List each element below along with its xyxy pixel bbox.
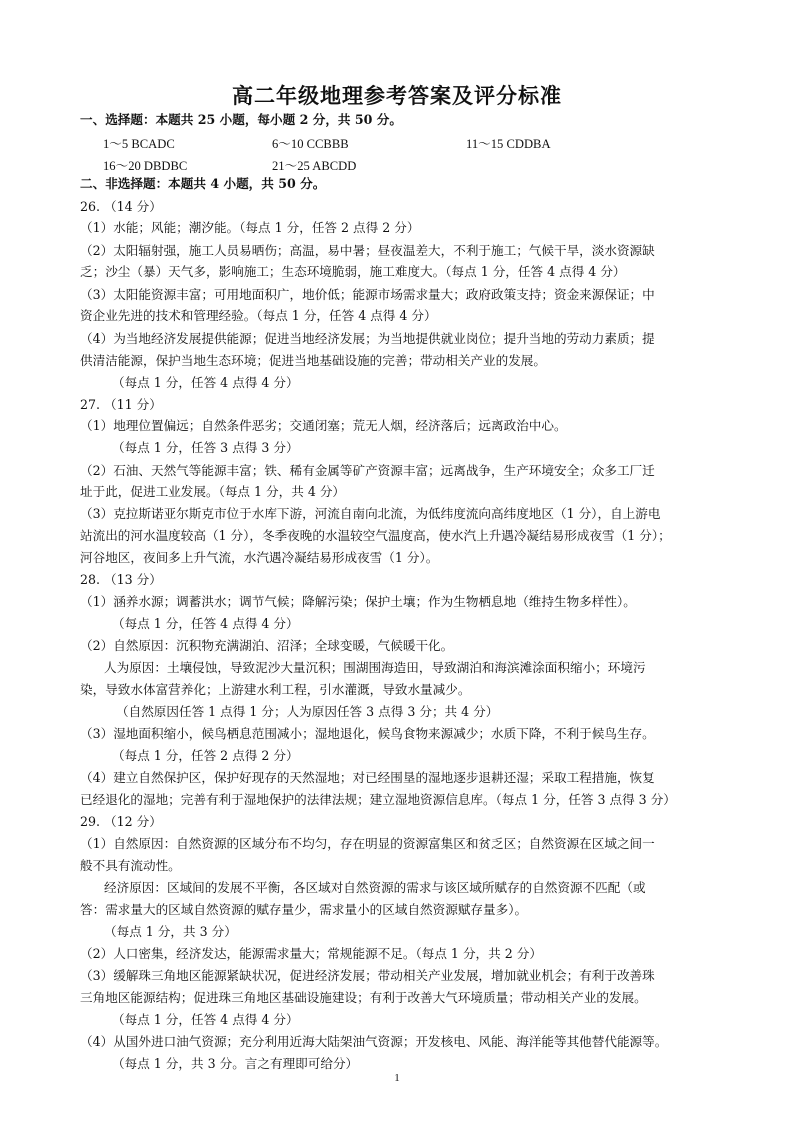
q26-part2-line2: 乏；沙尘（暴）天气多，影响施工；生态环境脆弱，施工难度大。（每点 1 分，任答 4 点得 4 分）: [80, 264, 626, 279]
answer-group-1: 1～5 BCADC: [103, 137, 175, 151]
q26-part4-score: （每点 1 分，任答 4 点得 4 分）: [112, 375, 299, 390]
q28-part3: （3）湿地面积缩小，候鸟栖息范围减小；湿地退化，候鸟食物来源减少；水质下降，不利于候鸟生存。: [80, 726, 655, 741]
q28-part3-score: （每点 1 分，任答 2 点得 2 分）: [112, 748, 299, 763]
q29-part4: （4）从国外进口油气资源；充分利用近海大陆架油气资源；开发核电、风能、海洋能等其他替代能源等。: [80, 1034, 668, 1049]
q29-part4-score: （每点 1 分，共 3 分。言之有理即可给分）: [112, 1056, 359, 1071]
q27-part3-line2: 站流出的河水温度较高（1 分），冬季夜晚的水温较空气温度高，使水汽上升遇冷凝结易形成夜雪（1 分）；: [80, 528, 671, 543]
q26-part3-line1: （3）太阳能资源丰富；可用地面积广，地价低；能源市场需求量大；政府政策支持；资金来源保证；中: [80, 287, 655, 302]
q28-part4-line2: 已经退化的湿地；完善有利于湿地保护的法律法规；建立湿地资源信息库。（每点 1 分，任答 3 点得 3 分）: [80, 792, 676, 807]
question-26-header: 26. （14 分）: [80, 199, 162, 214]
section-2-heading: 二、非选择题：本题共 4 小题，共 50 分。: [80, 176, 326, 191]
page-title: 高二年级地理参考答案及评分标准: [232, 83, 562, 108]
section-1-heading: 一、选择题：本题共 25 小题，每小题 2 分，共 50 分。: [80, 112, 402, 127]
q27-part2-line1: （2）石油、天然气等能源丰富；铁、稀有金属等矿产资源丰富；远离战争，生产环境安全；众多工厂迁: [80, 463, 655, 478]
q29-part1-natural-line2: 般不具有流动性。: [80, 858, 181, 873]
question-28-header: 28. （13 分）: [80, 572, 162, 587]
q27-part3-line3: 河谷地区，夜间多上升气流，水汽遇冷凝结易形成夜雪（1 分）。: [80, 550, 439, 565]
q29-part3-line2: 三角地区能源结构；促进珠三角地区基础设施建设；有利于改善大气环境质量；带动相关产业的发展。: [80, 990, 647, 1005]
q29-part3-score: （每点 1 分，任答 4 点得 4 分）: [112, 1012, 299, 1027]
q27-part3-line1: （3）克拉斯诺亚尔斯克市位于水库下游，河流自南向北流，为低纬度流向高纬度地区（1 分），自上游电: [80, 506, 661, 521]
q28-part1-score: （每点 1 分，任答 4 点得 4 分）: [112, 616, 299, 631]
q29-part1-economic-line1: 经济原因：区域间的发展不平衡，各区域对自然资源的需求与该区域所赋存的自然资源不匹配（或: [104, 880, 646, 895]
q26-part1: （1）水能；风能；潮汐能。（每点 1 分，任答 2 点得 2 分）: [80, 220, 420, 235]
q28-part2-score: （自然原因任答 1 点得 1 分；人为原因任答 3 点得 3 分；共 4 分）: [116, 704, 499, 719]
q26-part3-line2: 资企业先进的技术和管理经验。（每点 1 分，任答 4 点得 4 分）: [80, 308, 437, 323]
q29-part3-line1: （3）缓解珠三角地区能源紧缺状况，促进经济发展；带动相关产业发展，增加就业机会；有利于改善珠: [80, 968, 655, 983]
q29-part2: （2）人口密集，经济发达，能源需求量大；常规能源不足。（每点 1 分，共 2 分）: [80, 946, 542, 961]
q29-part1-score: （每点 1 分，共 3 分）: [104, 924, 237, 939]
q26-part4-line1: （4）为当地经济发展提供能源；促进当地经济发展；为当地提供就业岗位；提升当地的劳动力素质；提: [80, 331, 655, 346]
q28-part1: （1）涵养水源；调蓄洪水；调节气候；降解污染；保护土壤；作为生物栖息地（维持生物多样性）。: [80, 594, 636, 609]
q27-part1-score: （每点 1 分，任答 3 点得 3 分）: [112, 440, 299, 455]
q29-part1-natural-line1: （1）自然原因：自然资源的区域分布不均匀，存在明显的资源富集区和贫乏区；自然资源在区域之间一: [80, 836, 655, 851]
q28-part4-line1: （4）建立自然保护区，保护好现存的天然湿地；对已经围垦的湿地逐步退耕还湿；采取工程措施，恢复: [80, 770, 655, 785]
q27-part2-line2: 址于此，促进工业发展。（每点 1 分，共 4 分）: [80, 484, 346, 499]
answer-group-3: 11～15 CDDBA: [466, 137, 551, 151]
q28-part2-human-line2: 染，导致水体富营养化；上游建水利工程，引水灌溉，导致水量减少。: [80, 682, 471, 697]
q29-part1-economic-line2: 答：需求量大的区域自然资源的赋存量少，需求量小的区域自然资源赋存量多）。: [80, 902, 528, 917]
q26-part2-line1: （2）太阳辐射强，施工人员易晒伤；高温，易中暑；昼夜温差大，不利于施工；气候干旱，淡水资源缺: [80, 243, 655, 258]
q28-part2-natural: （2）自然原因：沉积物充满湖泊、沼泽；全球变暖，气候暖干化。: [80, 638, 454, 653]
q28-part2-human-line1: 人为原因：土壤侵蚀，导致泥沙大量沉积；围湖围海造田，导致湖泊和海滨滩涂面积缩小；环境污: [104, 660, 646, 675]
question-29-header: 29. （12 分）: [80, 814, 162, 829]
answer-group-5: 21～25 ABCDD: [272, 159, 357, 173]
question-27-header: 27. （11 分）: [80, 397, 162, 412]
answer-group-2: 6～10 CCBBB: [272, 137, 349, 151]
answer-group-4: 16～20 DBDBC: [103, 159, 188, 173]
page-number: 1: [394, 1072, 400, 1084]
q27-part1: （1）地理位置偏远；自然条件恶劣；交通闭塞；荒无人烟，经济落后；远离政治中心。: [80, 418, 567, 433]
q26-part4-line2: 供清洁能源，保护当地生态环境；促进当地基础设施的完善；带动相关产业的发展。: [80, 353, 546, 368]
